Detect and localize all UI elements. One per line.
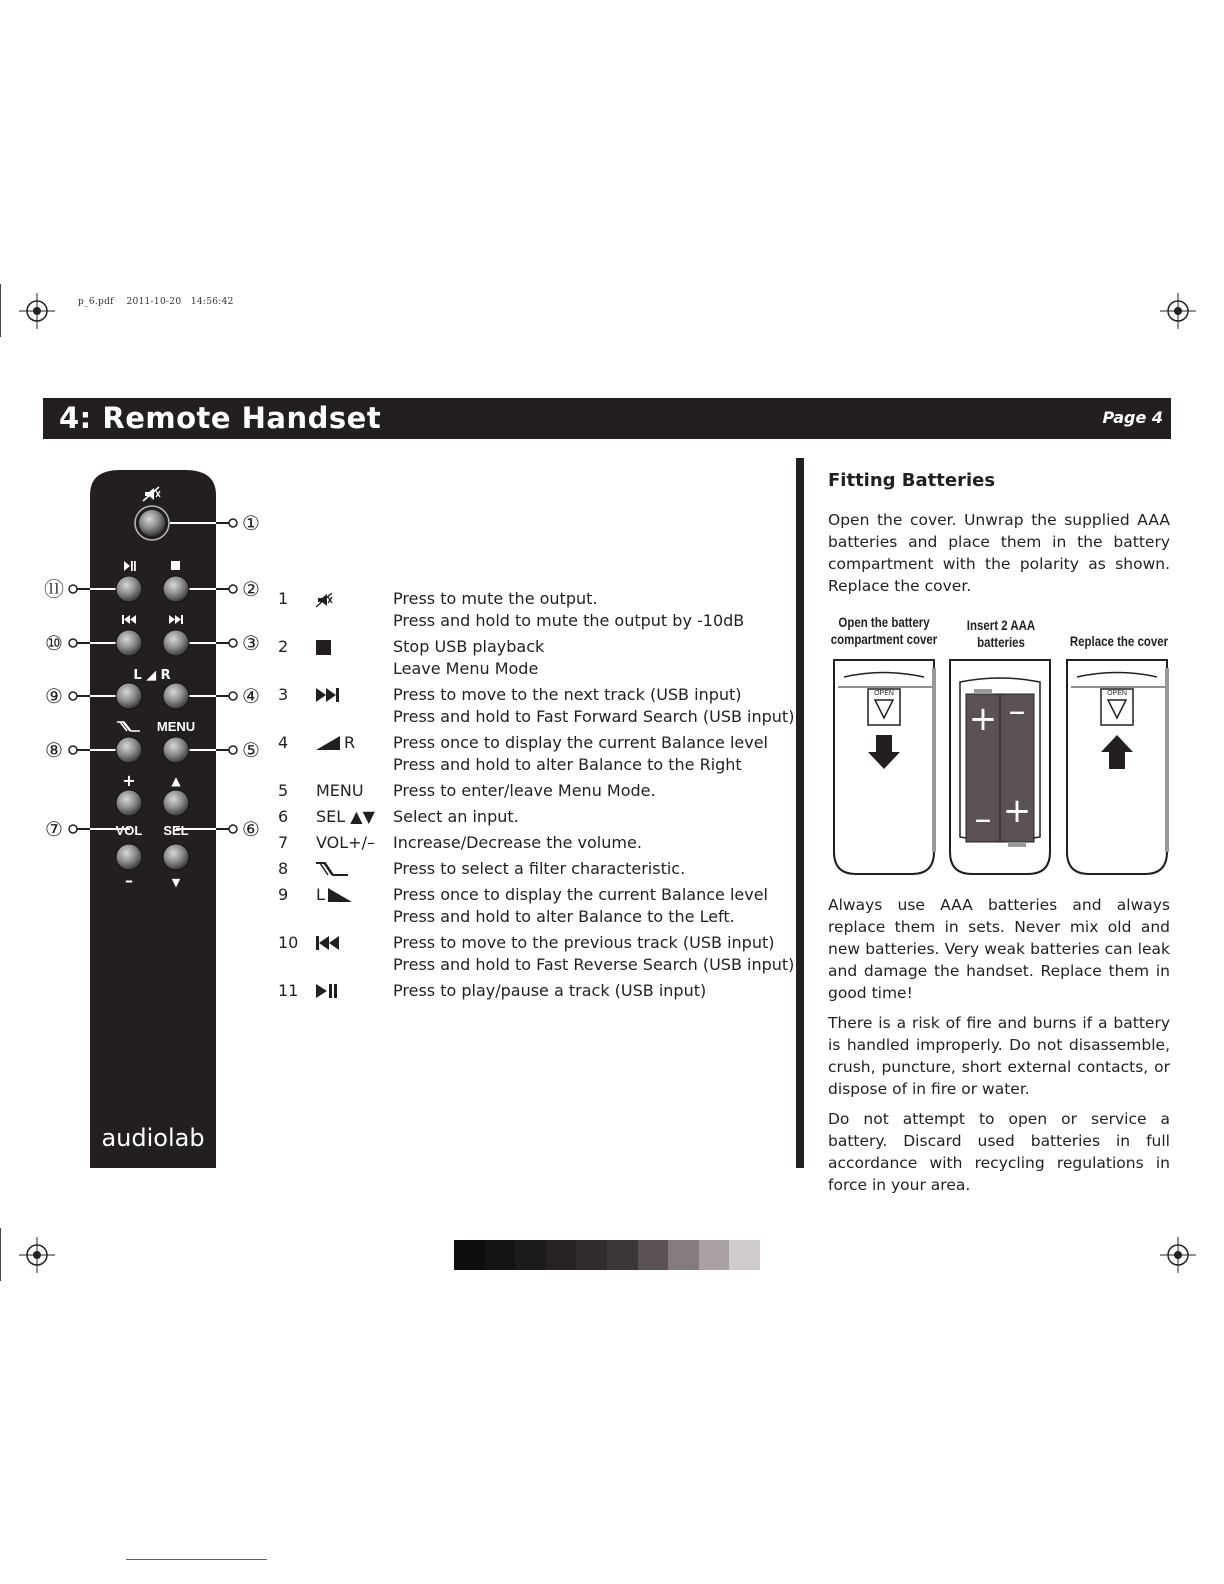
feature-row [278,780,783,806]
feature-description: Press to select a filter characteristic. [393,859,686,878]
feature-number: 5 [278,781,289,800]
callout-8: ⑧ [45,738,63,762]
previous-track-icon [316,936,344,952]
feature-description: Press to play/pause a track (USB input) [393,981,707,1000]
volume-down-button[interactable] [116,844,142,870]
brand-logo: audiolab [101,1124,205,1152]
registration-mark-bottom-left-icon [17,1235,57,1275]
registration-mark-top-left-icon [17,291,57,331]
feature-symbol [316,684,386,706]
feature-symbol [316,732,386,754]
balance-right-icon [316,736,342,752]
color-swatch [576,1240,607,1270]
step-caption: Insert 2 AAA batteries [966,617,1036,650]
print-info: p_6.pdf 2011-10-20 14:56:42 [78,297,234,307]
select-down-button[interactable] [163,844,189,870]
feature-symbol [316,780,386,802]
menu-label: MENU [156,719,196,734]
minus-icon: – [974,799,992,839]
stop-icon [171,561,180,570]
play-pause-icon [316,984,340,1000]
feature-symbol [316,980,386,1002]
feature-number: 8 [278,859,289,878]
feature-description: Press and hold to Fast Forward Search (USB input) [393,707,795,726]
color-swatch [515,1240,546,1270]
filter-icon [316,862,350,878]
feature-row [278,636,783,684]
feature-description: Press and hold to mute the output by -10dB [393,611,745,630]
feature-row [278,932,795,980]
previous-track-button[interactable] [116,630,142,656]
feature-symbol [316,884,386,906]
color-swatch [485,1240,516,1270]
feature-row [278,980,783,1006]
feature-row [278,832,783,858]
button-function-table [278,588,795,1006]
balance-label: L ◢ R [133,668,171,683]
feature-symbol-text: L [316,885,325,904]
feature-number: 1 [278,589,289,608]
up-label: ▲ [171,774,181,788]
callout-2: ② [242,577,260,601]
crop-line [0,284,1,337]
color-swatch [699,1240,730,1270]
feature-row [278,884,783,932]
feature-row [278,588,783,636]
feature-description: Press once to display the current Balance level [393,733,768,752]
next-track-icon [316,688,344,704]
feature-number: 9 [278,885,289,904]
feature-row [278,732,783,780]
feature-symbol [316,636,386,658]
page-title: 4: Remote Handset [59,401,382,435]
balance-right-button[interactable] [163,683,189,709]
battery-fitting-illustration [824,612,1174,882]
feature-symbol [316,858,386,880]
down-label: ▼ [171,876,181,889]
feature-row [278,806,783,832]
feature-description: Press to mute the output. [393,589,598,608]
page-number: Page 4 [1102,408,1163,427]
sel-label: SEL [163,823,189,838]
feature-description: Press and hold to Fast Reverse Search (USB input) [393,955,795,974]
step-insert-batteries [950,660,1050,874]
color-swatch [729,1240,760,1270]
callout-5: ⑤ [242,738,260,762]
feature-number: 4 [278,733,289,752]
plus-icon: + [1002,791,1032,831]
balance-left-icon [328,888,354,904]
feature-row [278,858,783,884]
feature-symbol-text: SEL ▲▼ [316,807,375,826]
callout-7: ⑦ [45,817,63,841]
stop-icon [316,640,332,656]
feature-description: Stop USB playback [393,637,545,656]
feature-description: Press once to display the current Balance level [393,885,768,904]
battery-steps-drawing [824,612,1174,882]
safety-paragraph: Do not attempt to open or service a battery. Discard used batteries in full accordance with recycling regulations in force in your area. [828,1110,1170,1194]
intro-paragraph: Open the cover. Unwrap the supplied AAA batteries and place them in the battery compartment with the polarity as shown. Replace the cover. [828,511,1170,595]
feature-number: 7 [278,833,289,852]
feature-symbol-text: VOL+/– [316,833,375,852]
feature-description: Press to move to the next track (USB input) [393,685,742,704]
feature-row [278,684,795,732]
safety-paragraph: Always use AAA batteries and always replace them in sets. Never mix old and new batteries. Very weak batteries can leak and damage the handset. Replace them in good time! [828,896,1170,1002]
feature-description: Press and hold to alter Balance to the Left. [393,907,735,926]
minus-label: – [125,871,133,890]
plus-label: + [122,771,136,790]
print-color-bar [454,1240,760,1270]
fitting-batteries-section [828,470,1170,605]
callout-1: ① [242,511,260,535]
menu-button[interactable] [163,737,189,763]
callout-6: ⑥ [242,817,260,841]
color-swatch [638,1240,669,1270]
svg-text:OPEN: OPEN [1107,690,1127,697]
mute-icon [316,591,336,611]
color-swatch [607,1240,638,1270]
play-pause-button[interactable] [116,576,142,602]
battery-safety-section [828,894,1170,1204]
feature-symbol [316,832,386,854]
feature-symbol [316,932,386,954]
remote-handset-illustration [30,465,280,1175]
plus-icon: + [968,699,998,739]
callout-11: ⑪ [44,577,64,601]
feature-number: 3 [278,685,289,704]
feature-number: 6 [278,807,289,826]
color-swatch [668,1240,699,1270]
feature-description: Press to move to the previous track (USB input) [393,933,775,952]
feature-symbol [316,806,386,828]
step-caption: Open the battery compartment cover [830,614,938,647]
color-swatch [454,1240,485,1270]
section-title: Fitting Batteries [828,470,996,491]
feature-number: 2 [278,637,289,656]
remote-body [90,470,216,1168]
feature-description: Increase/Decrease the volume. [393,833,642,852]
svg-text:OPEN: OPEN [874,690,894,697]
registration-mark-top-right-icon [1158,291,1198,331]
column-divider [796,458,804,1168]
color-swatch [546,1240,577,1270]
feature-description: Press and hold to alter Balance to the Right [393,755,742,774]
feature-description: Press to enter/leave Menu Mode. [393,781,656,800]
callout-3: ③ [242,631,260,655]
stop-button[interactable] [163,576,189,602]
feature-number: 10 [278,933,299,952]
step-open-cover [834,660,934,874]
section-header [43,398,1171,439]
feature-description: Select an input. [393,807,519,826]
feature-symbol-text: R [344,733,356,752]
step-caption: Replace the cover [1069,633,1169,649]
feature-number: 11 [278,981,299,1000]
feature-symbol [316,588,386,610]
volume-up-button[interactable] [116,790,142,816]
next-track-button[interactable] [163,630,189,656]
crop-line [0,1228,1,1281]
callout-9: ⑨ [45,684,63,708]
step-replace-cover [1067,660,1167,874]
callout-4: ④ [242,684,260,708]
feature-symbol-text: MENU [316,781,364,800]
minus-icon: – [1008,691,1026,731]
registration-mark-bottom-right-icon [1158,1235,1198,1275]
footer-rule [126,1559,267,1560]
balance-left-button[interactable] [116,683,142,709]
filter-button[interactable] [116,737,142,763]
select-up-button[interactable] [163,790,189,816]
safety-paragraph: There is a risk of fire and burns if a battery is handled improperly. Do not disassemble, crush, puncture, short external contacts, or dispose of in fire or water. [828,1014,1170,1098]
callout-10: ⑩ [45,631,63,655]
vol-label: VOL [115,823,143,838]
feature-description: Leave Menu Mode [393,659,539,678]
